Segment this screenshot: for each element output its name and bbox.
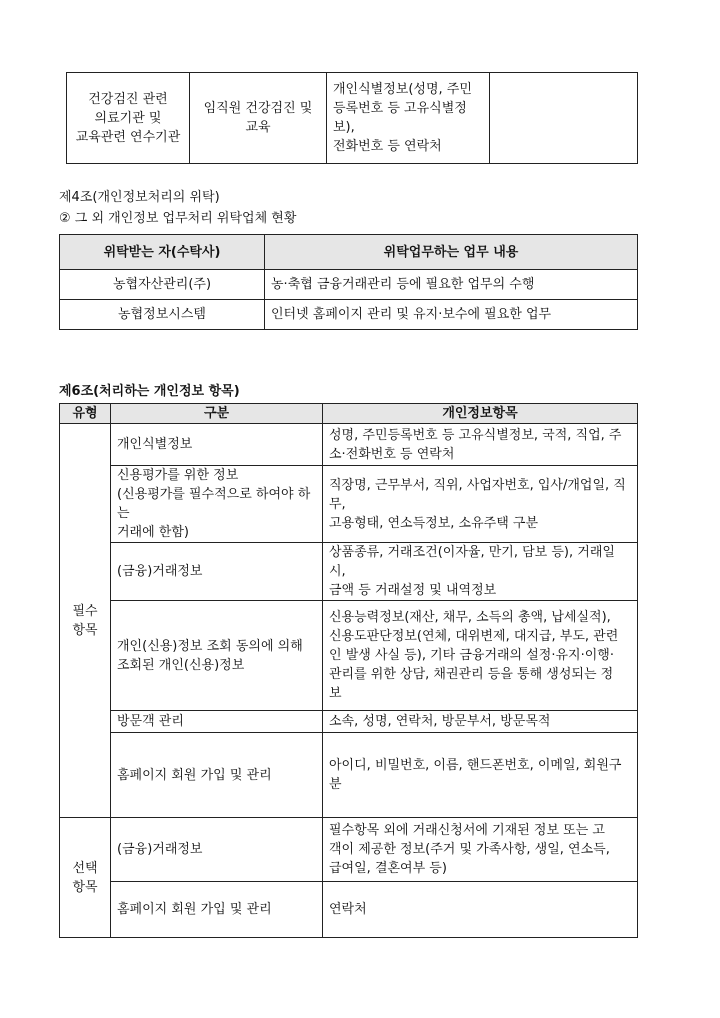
type-optional-cell: 선택 항목 bbox=[60, 818, 111, 938]
table-row bbox=[60, 466, 638, 543]
personal-info-items-table bbox=[59, 403, 638, 938]
table-row bbox=[60, 543, 638, 601]
trustee-cell: 농협자산관리(주) bbox=[60, 270, 265, 300]
table-row bbox=[60, 711, 638, 733]
table-header-row bbox=[60, 235, 638, 270]
task-cell: 인터넷 홈페이지 관리 및 유지·보수에 필요한 업무 bbox=[265, 300, 638, 330]
table-row bbox=[60, 818, 638, 882]
category-cell: 신용평가를 위한 정보 (신용평가를 필수적으로 하여야 하는 거래에 한함) bbox=[111, 466, 323, 543]
trustee-cell: 농협정보시스템 bbox=[60, 300, 265, 330]
category-cell: 홈페이지 회원 가입 및 관리 bbox=[111, 882, 323, 938]
category-cell: (금융)거래정보 bbox=[111, 818, 323, 882]
category-cell: 개인식별정보 bbox=[111, 424, 323, 466]
column-header-category: 구분 bbox=[111, 404, 323, 424]
items-cell: 소속, 성명, 연락처, 방문부서, 방문목적 bbox=[323, 711, 638, 733]
category-cell: 홈페이지 회원 가입 및 관리 bbox=[111, 733, 323, 818]
items-cell: 필수항목 외에 거래신청서에 기재된 정보 또는 고 객이 제공한 정보(주거 및 가족사항, 생일, 연소득, 급여일, 결혼여부 등) bbox=[323, 818, 638, 882]
items-cell: 상품종류, 거래조건(이자율, 만기, 담보 등), 거래일시, 금액 등 거래설정 및 내역정보 bbox=[323, 543, 638, 601]
table-row bbox=[67, 73, 638, 164]
table-row bbox=[60, 300, 638, 330]
article6-title: 제6조(처리하는 개인정보 항목) bbox=[59, 384, 240, 399]
items-cell: 개인식별정보(성명, 주민 등록번호 등 고유식별정보), 전화번호 등 연락처 bbox=[327, 73, 490, 164]
table-row bbox=[60, 270, 638, 300]
category-cell: 개인(신용)정보 조회 동의에 의해 조회된 개인(신용)정보 bbox=[111, 601, 323, 711]
empty-cell bbox=[490, 73, 638, 164]
purpose-cell: 임직원 건강검진 및 교육 bbox=[190, 73, 327, 164]
column-header-trustee: 위탁받는 자(수탁사) bbox=[60, 235, 265, 270]
entrustment-table bbox=[59, 234, 638, 330]
category-cell: 방문객 관리 bbox=[111, 711, 323, 733]
category-cell: (금융)거래정보 bbox=[111, 543, 323, 601]
items-cell: 연락처 bbox=[323, 882, 638, 938]
table-row bbox=[60, 733, 638, 818]
column-header-type: 유형 bbox=[60, 404, 111, 424]
table-row bbox=[60, 882, 638, 938]
health-checkup-entrustment-table bbox=[66, 72, 638, 164]
items-cell: 아이디, 비밀번호, 이름, 핸드폰번호, 이메일, 회원구분 bbox=[323, 733, 638, 818]
items-cell: 직장명, 근무부서, 직위, 사업자번호, 입사/개업일, 직무, 고용형태, 연소득정보, 소유주택 구분 bbox=[323, 466, 638, 543]
type-required-cell: 필수 항목 bbox=[60, 424, 111, 818]
table-row bbox=[60, 424, 638, 466]
institution-cell: 건강검진 관련 의료기관 및 교육관련 연수기관 bbox=[67, 73, 190, 164]
table-row bbox=[60, 601, 638, 711]
items-cell: 신용능력정보(재산, 채무, 소득의 총액, 납세실적), 신용도판단정보(연체, 대위변제, 대지급, 부도, 관련 인 발생 사실 등), 기타 금융거래의 설정·유지·이행· 관리를 위한 상담, 채권관리 등을 통해 생성되는 정 보 bbox=[323, 601, 638, 711]
column-header-items: 개인정보항목 bbox=[323, 404, 638, 424]
article4-subtitle: ② 그 외 개인정보 업무처리 위탁업체 현황 bbox=[59, 211, 297, 226]
table-header-row bbox=[60, 404, 638, 424]
column-header-task: 위탁업무하는 업무 내용 bbox=[265, 235, 638, 270]
task-cell: 농·축협 금융거래관리 등에 필요한 업무의 수행 bbox=[265, 270, 638, 300]
items-cell: 성명, 주민등록번호 등 고유식별정보, 국적, 직업, 주 소·전화번호 등 연락처 bbox=[323, 424, 638, 466]
article4-title: 제4조(개인정보처리의 위탁) bbox=[59, 190, 220, 205]
